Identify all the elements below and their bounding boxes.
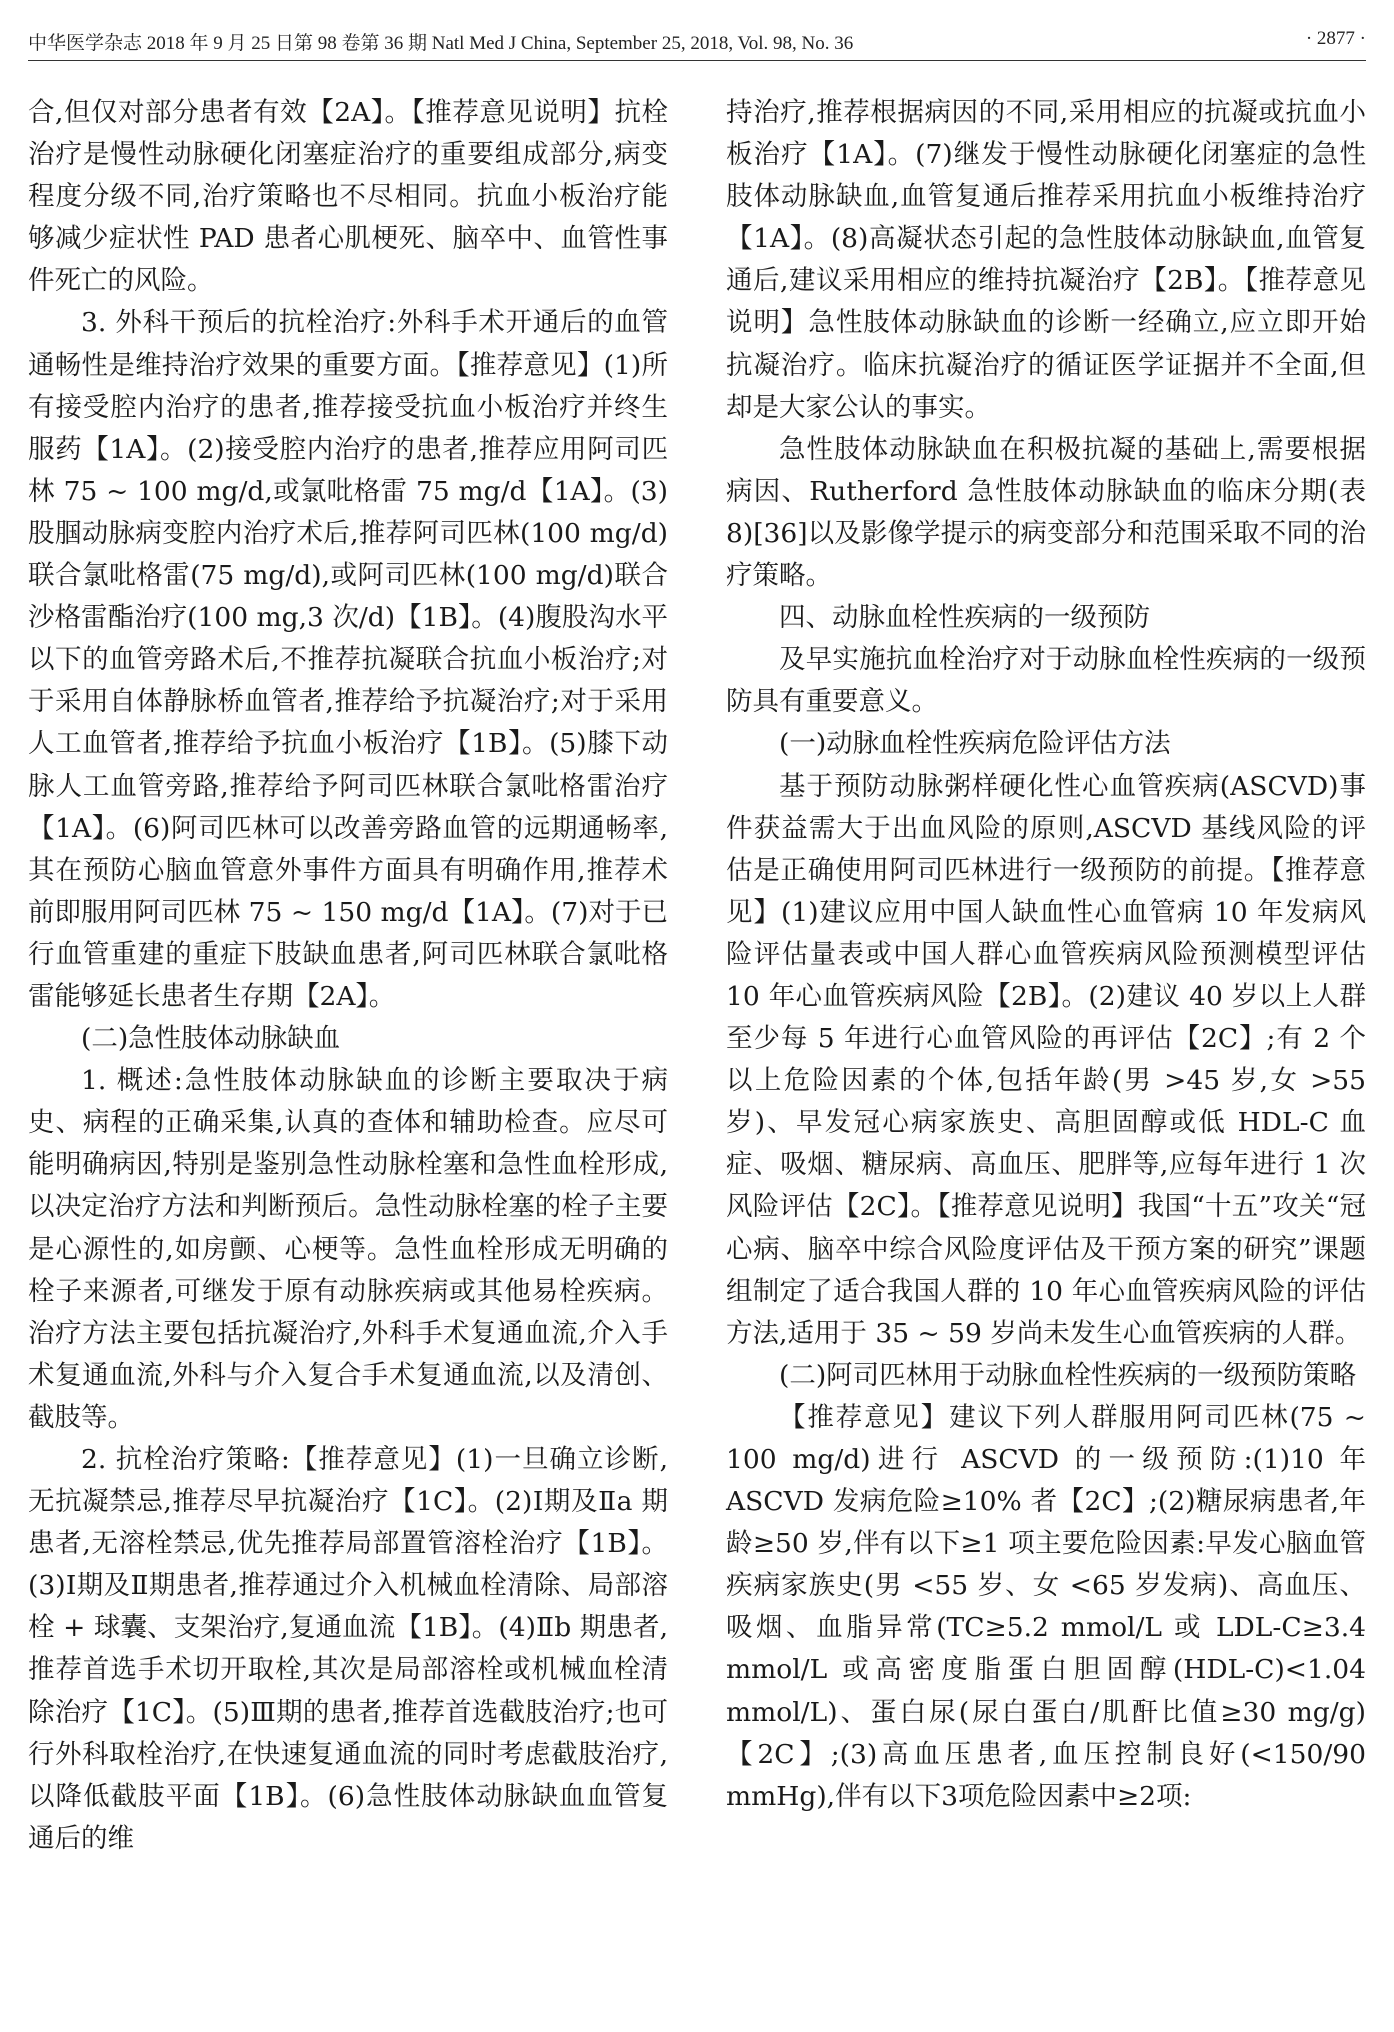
paragraph: 1. 概述:急性肢体动脉缺血的诊断主要取决于病史、病程的正确采集,认真的查体和辅助检查。应尽可能明确病因,特别是鉴别急性动脉栓塞和急性血栓形成,以决定治疗方法和判断预后。急性动脉栓塞的栓子主要是心源性的,如房颤、心梗等。急性血栓形成无明确的栓子来源者,可继发于原有动脉疾病或其他易栓疾病。治疗方法主要包括抗凝治疗,外科手术复通血流,介入手术复通血流,外科与介入复合手术复通血流,以及清创、截肢等。 — [28, 1065, 668, 1433]
paragraph: 急性肢体动脉缺血在积极抗凝的基础上,需要根据病因、Rutherford 急性肢体动脉缺血的临床分期(表 8)[36]以及影像学提示的病变部分和范围采取不同的治疗策略。 — [726, 433, 1366, 592]
paragraph: 【推荐意见】建议下列人群服用阿司匹林(75 ~ 100 mg/d)进行 ASCVD 的一级预防:(1)10 年 ASCVD 发病危险≥10% 者【2C】;(2)糖尿病患者,年龄≥50 岁,伴有以下≥1 项主要危险因素:早发心脑血管疾病家族史(男 <55 岁、女 <65 岁发病)、高血压、吸烟、血脂异常(TC≥5.2 mmol/L 或 LDL-C≥3.4 mmol/L 或高密度脂蛋白胆固醇(HDL-C)<1.04 mmol/L)、蛋白尿(尿白蛋白/肌酐比值≥30 mg/g)【2C】;(3)高血压患者,血压控制良好(<150/90 mmHg),伴有以下3项危险因素中≥2项: — [726, 1401, 1366, 1812]
subsection-heading: (一)动脉血栓性疾病危险评估方法 — [779, 728, 1171, 760]
paragraph: 合,但仅对部分患者有效【2A】。【推荐意见说明】抗栓治疗是慢性动脉硬化闭塞症治疗的重要组成部分,病变程度分级不同,治疗策略也不尽相同。抗血小板治疗能够减少症状性 PAD 患者心肌梗死、脑卒中、血管性事件死亡的风险。 — [28, 97, 668, 297]
section-heading: (二)急性肢体动脉缺血 — [81, 1023, 341, 1055]
journal-citation: 中华医学杂志 2018 年 9 月 25 日第 98 卷第 36 期 Natl Med J China, September 25, 2018, Vol. 98, No. 36 — [28, 33, 854, 54]
section-heading: 四、动脉血栓性疾病的一级预防 — [779, 602, 1150, 634]
running-header — [28, 26, 1366, 61]
paragraph: 持治疗,推荐根据病因的不同,采用相应的抗凝或抗血小板治疗【1A】。(7)继发于慢性动脉硬化闭塞症的急性肢体动脉缺血,血管复通后推荐采用抗血小板维持治疗【1A】。(8)高凝状态引起的急性肢体动脉缺血,血管复通后,建议采用相应的维持抗凝治疗【2B】。【推荐意见说明】急性肢体动脉缺血的诊断一经确立,应立即开始抗凝治疗。临床抗凝治疗的循证医学证据并不全面,但却是大家公认的事实。 — [726, 97, 1366, 423]
paragraph: 基于预防动脉粥样硬化性心血管疾病(ASCVD)事件获益需大于出血风险的原则,ASCVD 基线风险的评估是正确使用阿司匹林进行一级预防的前提。【推荐意见】(1)建议应用中国人缺血性心血管病 10 年发病风险评估量表或中国人群心血管疾病风险预测模型评估 10 年心血管疾病风险【2B】。(2)建议 40 岁以上人群至少每 5 年进行心血管风险的再评估【2C】;有 2 个以上危险因素的个体,包括年龄(男 >45 岁,女 >55 岁)、早发冠心病家族史、高胆固醇或低 HDL-C 血症、吸烟、糖尿病、高血压、肥胖等,应每年进行 1 次风险评估【2C】。【推荐意见说明】我国“十五”攻关“冠心病、脑卒中综合风险度评估及干预方案的研究”课题组制定了适合我国人群的 10 年心血管疾病风险的评估方法,适用于 35 ~ 59 岁尚未发生心血管疾病的人群。 — [726, 770, 1366, 1349]
left-column — [28, 92, 668, 1860]
right-column — [726, 92, 1366, 1818]
paragraph: 及早实施抗血栓治疗对于动脉血栓性疾病的一级预防具有重要意义。 — [726, 644, 1366, 718]
subsection-heading: (二)阿司匹林用于动脉血栓性疾病的一级预防策略 — [779, 1359, 1357, 1391]
paragraph: 3. 外科干预后的抗栓治疗:外科手术开通后的血管通畅性是维持治疗效果的重要方面。【推荐意见】(1)所有接受腔内治疗的患者,推荐接受抗血小板治疗并终生服药【1A】。(2)接受腔内治疗的患者,推荐应用阿司匹林 75 ~ 100 mg/d,或氯吡格雷 75 mg/d【1A】。(3)股腘动脉病变腔内治疗术后,推荐阿司匹林(100 mg/d)联合氯吡格雷(75 mg/d),或阿司匹林(100 mg/d)联合沙格雷酯治疗(100 mg,3 次/d)【1B】。(4)腹股沟水平以下的血管旁路术后,不推荐抗凝联合抗血小板治疗;对于采用自体静脉桥血管者,推荐给予抗凝治疗;对于采用人工血管者,推荐给予抗血小板治疗【1B】。(5)膝下动脉人工血管旁路,推荐给予阿司匹林联合氯吡格雷治疗【1A】。(6)阿司匹林可以改善旁路血管的远期通畅率,其在预防心脑血管意外事件方面具有明确作用,推荐术前即服用阿司匹林 75 ~ 150 mg/d【1A】。(7)对于已行血管重建的重症下肢缺血患者,阿司匹林联合氯吡格雷能够延长患者生存期【2A】。 — [28, 307, 668, 1012]
paragraph: 2. 抗栓治疗策略:【推荐意见】(1)一旦确立诊断,无抗凝禁忌,推荐尽早抗凝治疗【1C】。(2)Ⅰ期及Ⅱa 期患者,无溶栓禁忌,优先推荐局部置管溶栓治疗【1B】。(3)Ⅰ期及Ⅱ期患者,推荐通过介入机械血栓清除、局部溶栓 + 球囊、支架治疗,复通血流【1B】。(4)Ⅱb 期患者,推荐首选手术切开取栓,其次是局部溶栓或机械血栓清除治疗【1C】。(5)Ⅲ期的患者,推荐首选截肢治疗;也可行外科取栓治疗,在快速复通血流的同时考虑截肢治疗,以降低截肢平面【1B】。(6)急性肢体动脉缺血血管复通后的维 — [28, 1444, 668, 1854]
page-number: · 2877 · — [1305, 28, 1366, 49]
